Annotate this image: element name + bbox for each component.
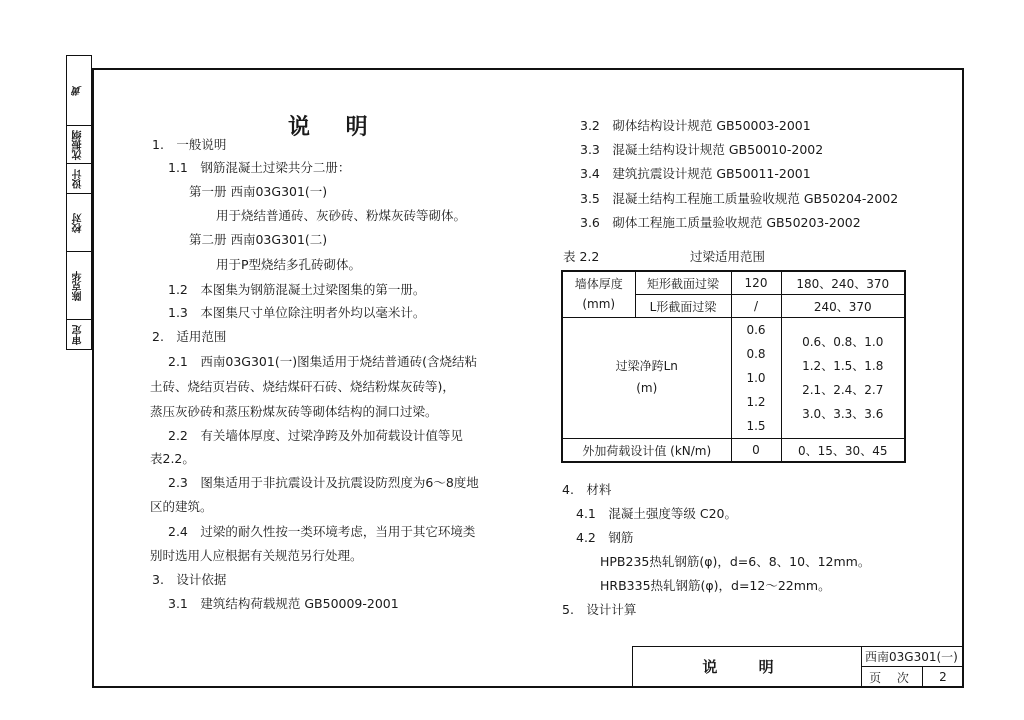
text-line: 蒸压灰砂砖和蒸压粉煤灰砖等砌体结构的洞口过梁。 — [150, 404, 438, 419]
span-value: 1.5 — [746, 419, 766, 433]
text-line: HRB335热轧钢筋(φ)，d=12～22mm。 — [600, 578, 831, 593]
text-line: 区的建筑。 — [150, 499, 213, 514]
text-line: HPB235热轧钢筋(φ)，d=6、8、10、12mm。 — [600, 554, 871, 569]
beam-range-table — [561, 270, 906, 463]
span-value: 1.0 — [746, 371, 766, 385]
stamp-cell — [67, 252, 91, 320]
table-number: 表 2.2 — [563, 249, 600, 264]
table-cell: 矩形截面过梁 — [635, 271, 731, 295]
section-heading: 5. 设计计算 — [562, 602, 637, 617]
reference-line: 3.4 建筑抗震设计规范 GB50011-2001 — [580, 166, 811, 181]
page-label: 页 次 — [862, 667, 923, 687]
signature-strip — [66, 55, 92, 350]
wall-thickness-unit: (mm) — [582, 296, 616, 311]
span-group: 0.6、0.8、1.0 — [802, 335, 884, 349]
table-row — [562, 439, 905, 463]
text-line: 1.2 本图集为钢筋混凝土过梁图集的第一册。 — [168, 282, 426, 297]
section-heading: 1. 一般说明 — [152, 137, 227, 152]
signature-cell — [67, 56, 91, 126]
table-cell: 240、370 — [781, 295, 905, 318]
stamp-text: 校对 — [73, 212, 84, 233]
text-line: 土砖、烧结页岩砖、烧结煤矸石砖、烧结粉煤灰砖等)， — [150, 379, 455, 394]
text-line: 3.1 建筑结构荷载规范 GB50009-2001 — [168, 596, 399, 611]
span-group: 1.2、1.5、1.8 — [802, 359, 884, 373]
atlas-code: 西南03G301(一) — [862, 647, 962, 667]
title-block — [632, 646, 962, 686]
text-line: 2.4 过梁的耐久性按一类环境考虑，当用于其它环境类 — [168, 524, 476, 539]
text-line: 表2.2。 — [150, 451, 195, 466]
section-heading: 2. 适用范围 — [152, 329, 227, 344]
table-row — [562, 318, 905, 439]
table-row — [562, 271, 905, 295]
table-cell: 120 — [731, 271, 781, 295]
stamp-cell — [67, 194, 91, 252]
text-line: 用于P型烧结多孔砖砌体。 — [216, 257, 362, 272]
table-cell: 180、240、370 — [781, 271, 905, 295]
reference-line: 3.5 混凝土结构工程施工质量验收规范 GB50204-2002 — [580, 191, 899, 206]
span-unit: (m) — [636, 381, 658, 395]
span-group: 3.0、3.3、3.6 — [802, 407, 884, 421]
text-line: 1.1 钢筋混凝土过梁共分二册： — [168, 160, 351, 175]
section-heading: 4. 材料 — [562, 482, 612, 497]
page-number: 2 — [939, 670, 947, 684]
table-cell: 外加荷载设计值 (kN/m) — [562, 439, 731, 463]
table-cell — [562, 318, 731, 439]
text-line: 第一册 西南03G301(一) — [189, 184, 328, 199]
table-title: 过梁适用范围 — [690, 249, 766, 264]
text-line: 2.3 图集适用于非抗震设计及抗震设防烈度为6～8度地 — [168, 475, 479, 490]
section-heading: 3. 设计依据 — [152, 572, 227, 587]
table-cell: 0 — [731, 439, 781, 463]
title-block-name: 说 明 — [633, 647, 862, 686]
reference-line: 3.3 混凝土结构设计规范 GB50010-2002 — [580, 142, 824, 157]
stamp-text: 沈振纲 — [73, 129, 84, 160]
span-group: 2.1、2.4、2.7 — [802, 383, 884, 397]
span-label: 过梁净跨Ln — [615, 359, 678, 374]
table-cell — [731, 318, 781, 439]
text-line: 4.1 混凝土强度等级 C20。 — [576, 506, 737, 521]
text-line: 2.2 有关墙体厚度、过梁净跨及外加荷载设计值等见 — [168, 428, 463, 443]
text-line: 1.3 本图集尺寸单位除注明者外均以毫米计。 — [168, 305, 426, 320]
stamp-cell — [67, 164, 91, 194]
table-cell: L形截面过梁 — [635, 295, 731, 318]
text-line: 第二册 西南03G301(二) — [189, 232, 328, 247]
reference-line: 3.2 砌体结构设计规范 GB50003-2001 — [580, 118, 811, 133]
signature-text: 黄 — [73, 85, 84, 96]
stamp-text: 审定 — [73, 324, 84, 345]
text-line: 4.2 钢筋 — [576, 530, 634, 545]
text-line: 2.1 西南03G301(一)图集适用于烧结普通砖(含烧结粘 — [168, 354, 477, 369]
stamp-cell — [67, 126, 91, 164]
table-cell — [562, 271, 635, 318]
span-value: 1.2 — [746, 395, 766, 409]
stamp-text: 陈克华 — [73, 270, 84, 301]
table-cell: / — [731, 295, 781, 318]
wall-thickness-label: 墙体厚度 — [574, 277, 623, 292]
text-line: 别时选用人应根据有关规范另行处理。 — [150, 548, 363, 563]
reference-line: 3.6 砌体工程施工质量验收规范 GB50203-2002 — [580, 215, 861, 230]
stamp-cell — [67, 320, 91, 349]
table-cell — [781, 318, 905, 439]
text-line: 用于烧结普通砖、灰砂砖、粉煤灰砖等砌体。 — [216, 208, 467, 223]
span-value: 0.6 — [746, 323, 766, 337]
span-value: 0.8 — [746, 347, 766, 361]
stamp-text: 设计 — [73, 168, 84, 189]
table-cell: 0、15、30、45 — [781, 439, 905, 463]
page-title: 说 明 — [288, 114, 382, 140]
